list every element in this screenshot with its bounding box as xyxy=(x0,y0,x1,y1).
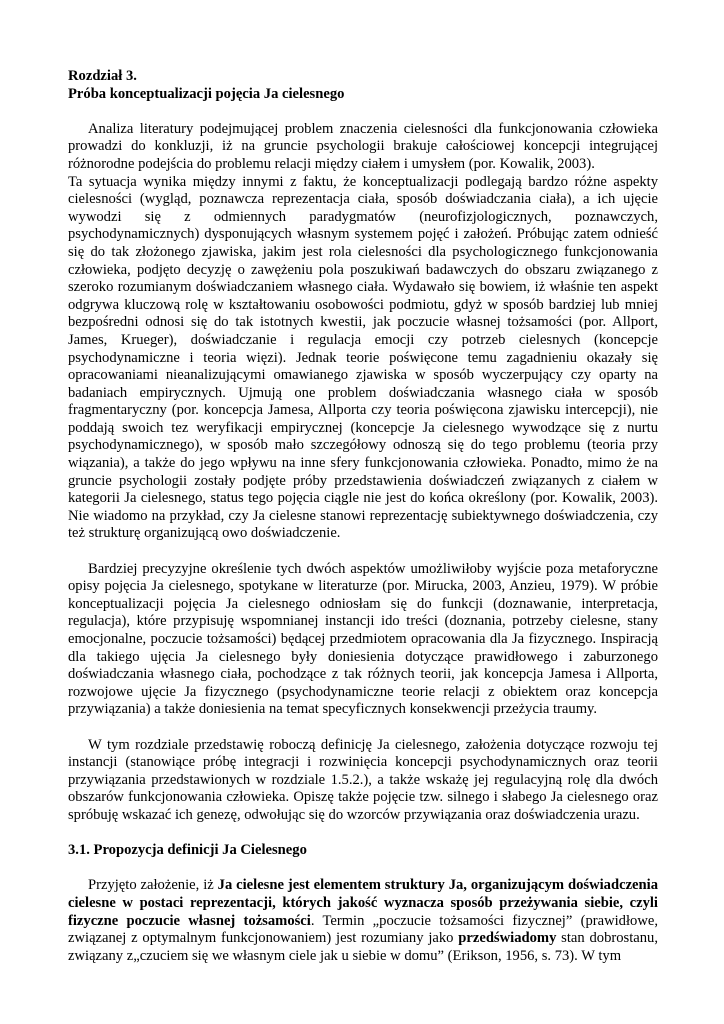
paragraph-gap xyxy=(68,860,658,878)
document-page xyxy=(68,68,658,965)
definition-bold-word: przedświadomy xyxy=(458,930,557,947)
section-heading: 3.1. Propozycja definicji Ja Cielesnego xyxy=(68,842,307,859)
paragraph-intro-1: Analiza literatury podejmującej problem znaczenia cielesności dla funkcjonowania człowieka prowadzi do konkluzji, iż na gruncie psychologii brakuje całościowej koncepcji integrującej różnorodne podejścia do problemu relacji między ciałem i umysłem (por. Kowalik, 2003). xyxy=(68,120,658,172)
paragraph-definition xyxy=(68,877,658,965)
paragraph-gap xyxy=(68,719,658,737)
definition-tail: stan dobrostanu, związany z„czuciem się we własnym ciele jak u siebie w domu” (Erikson, 1956, s. 73). W tym xyxy=(68,930,658,964)
chapter-title: Próba konceptualizacji pojęcia Ja cielesnego xyxy=(68,85,345,102)
chapter-number: Rozdział 3. xyxy=(68,68,137,84)
chapter-heading xyxy=(68,68,658,103)
definition-lead: Przyjęto założenie, iż xyxy=(88,877,218,894)
definition-bold: Ja cielesne jest elementem struktury Ja, organizującym doświadczenia cielesne w postaci reprezentacji, których jakość wyznacza sposób przeżywania siebie, czyli fizyczne poczucie własnej tożsamości xyxy=(68,877,658,929)
paragraph-gap xyxy=(68,543,658,561)
paragraph-intro-2: Ta sytuacja wynika między innymi z faktu, że konceptualizacji podlegają bardzo różne aspekty cielesności (wygląd, poznawcza reprezentacja ciała, sposób doświadczania ciała), a ich ujęcie wywodzi się z odmiennych paradygmatów (neurofizjologicznych, poznawczych, psychodynamicznych) dysponujących własnym systemem pojęć i założeń. Próbując zatem odnieść się do tak złożonego zjawiska, jakim jest rola cielesności dla psychologicznego funkcjonowania człowieka, podjęto decyzję o zawężeniu pola poszukiwań badawczych do obszaru związanego z szeroko rozumianym doświadczaniem własnego ciała. Wydawało się bowiem, iż właśnie ten aspekt odgrywa kluczową rolę w kształtowaniu osobowości podmiotu, gdyż w sposób bardziej lub mniej bezpośredni odnosi się do tak istotnych kwestii, jak poczucie własnej tożsamości (por. Allport, James, Krueger), doświadczanie i regulacja emocji czy potrzeb cielesnych (koncepcje psychodynamiczne i teoria więzi). Jednak teorie poświęcone temu zagadnieniu okazały się opracowaniami nieanalizującymi omawianego zjawiska w sposób wyczerpujący czy oparty na badaniach empirycznych. Ujmują one problem doświadczania własnego ciała w sposób fragmentaryczny (por. koncepcja Jamesa, Allporta czy teoria poświęcona zjawisku intercepcji), nie poddają swoich tez weryfikacji empirycznej (koncepcje Ja cielesnego wywodzące się z nurtu psychodynamicznego), w sposób mało szczegółowy odnoszą się do tego problemu (teoria przy wiązania), a także do jego wpływu na inne sfery funkcjonowania człowieka. Ponadto, mimo że na gruncie psychologii zostały podjęte próby przedstawienia doświadczeń związanych z ciałem w kategorii Ja cielesnego, status tego pojęcia ciągle nie jest do końca określony (por. Kowalik, 2003). Nie wiadomo na przykład, czy Ja cielesne stanowi reprezentację subiektywnego doświadczenia, czy też strukturę organizującą owo doświadczenie. xyxy=(68,173,658,542)
definition-after: . Termin „poczucie tożsamości fizycznej” (prawidłowe, związanej z optymalnym funkcjonowaniem) jest rozumiany jako xyxy=(68,912,658,947)
paragraph-precision: Bardziej precyzyjne określenie tych dwóch aspektów umożliwiłoby wyjście poza metaforyczne opisy pojęcia Ja cielesnego, spotykane w literaturze (por. Mirucka, 2003, Anzieu, 1979). W próbie konceptualizacji pojęcia Ja cielesnego odniosłam się do funkcji (doznawanie, interpretacja, regulacja), które przypisuję wspomnianej instancji ido treści (doznania, potrzeby cielesne, stany emocjonalne, poczucie tożsamości) będącej przedmiotem opracowania dla Ja fizycznego. Inspiracją dla takiego ujęcia Ja cielesnego były doniesienia dotyczące prawidłowego i zaburzonego doświadczania własnego ciała, pochodzące z tak różnych teorii, jak koncepcja Jamesa i Allporta, rozwojowe ujęcie Ja fizycznego (psychodynamiczne teorie relacji z obiektem oraz koncepcja przywiązania) a także doniesienia na temat specyficznych konsekwencji przeżycia traumy. xyxy=(68,560,658,718)
paragraph-gap xyxy=(68,825,658,843)
paragraph-chapter-overview: W tym rozdziale przedstawię roboczą definicję Ja cielesnego, założenia dotyczące rozwoju tej instancji (stanowiące próbę integracji i rozwinięcia koncepcji psychodynamicznych oraz teorii przywiązania przedstawionych w rozdziale 1.5.2.), a także wskażę jej regulacyjną rolę dla dwóch obszarów funkcjonowania człowieka. Opiszę także pojęcie tzw. silnego i słabego Ja cielesnego oraz spróbuję wskazać ich genezę, odwołując się do wzorców przywiązania oraz doświadczenia urazu. xyxy=(68,736,658,823)
